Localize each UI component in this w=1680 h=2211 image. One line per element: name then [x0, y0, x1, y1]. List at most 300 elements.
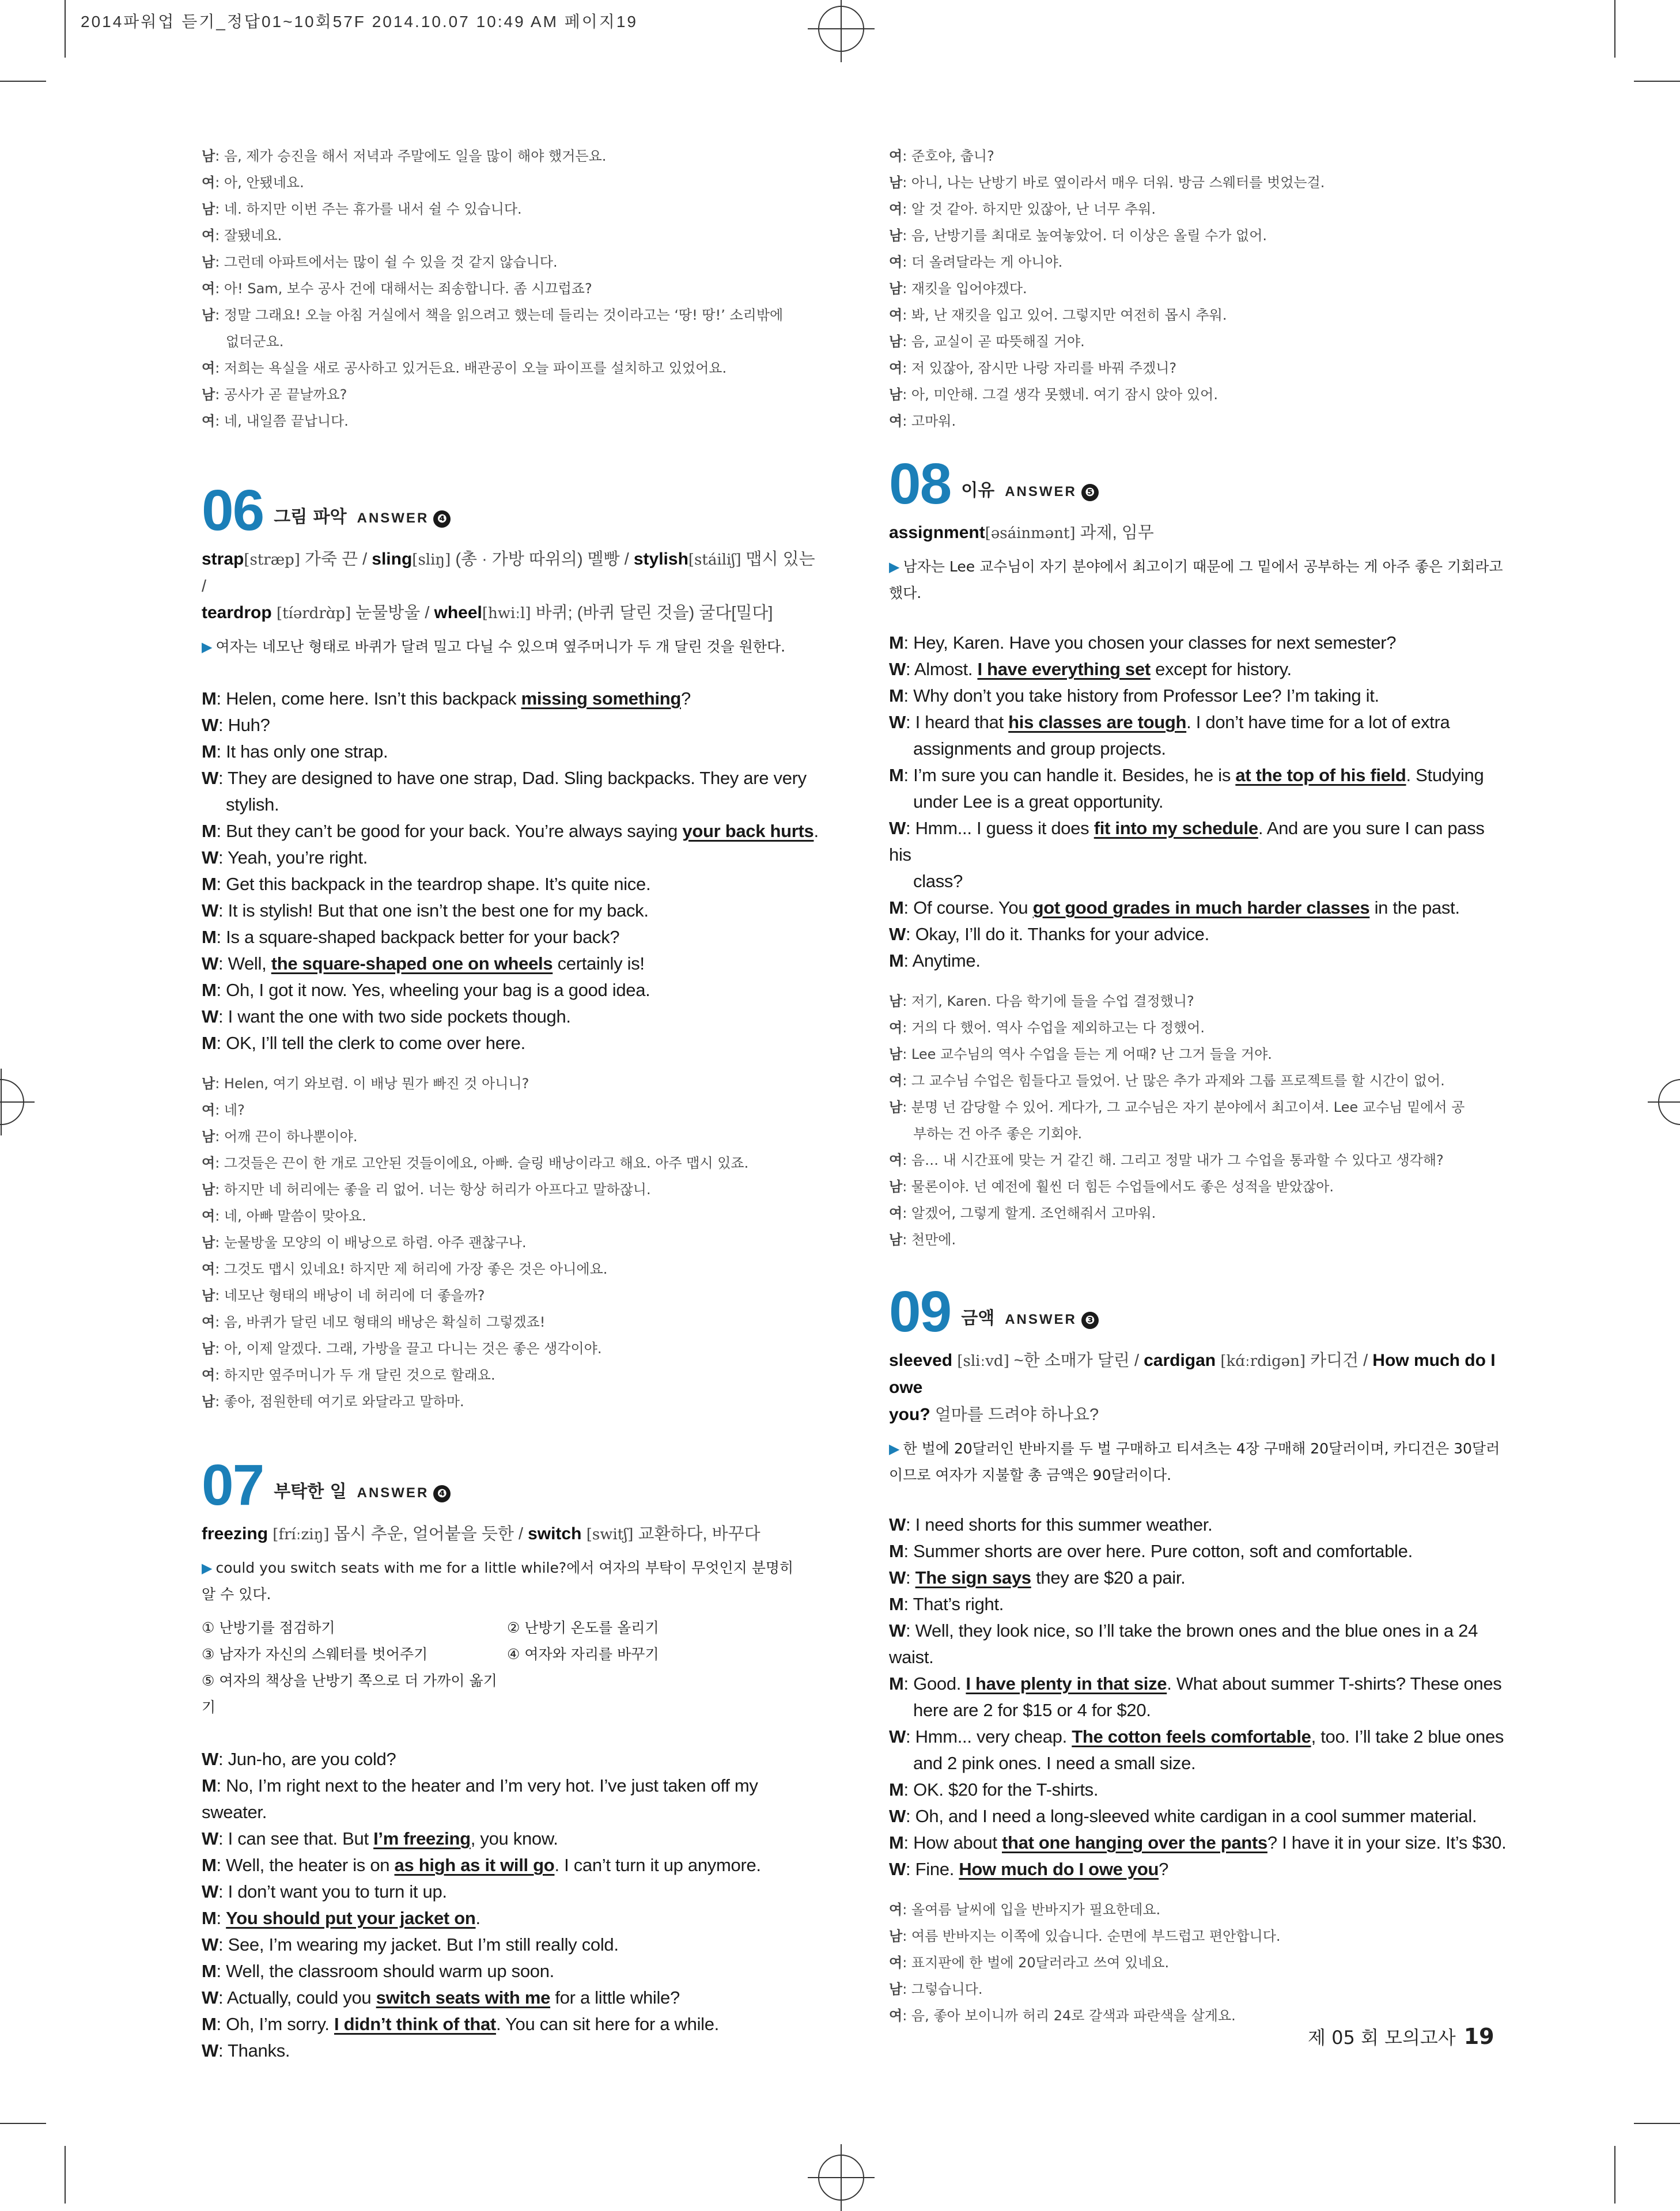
crop-mark [1614, 2146, 1615, 2204]
speaker-label: W [889, 1621, 906, 1641]
speaker-label: W [202, 1828, 218, 1849]
translation-line [889, 1041, 1511, 1067]
dialogue-line [889, 1803, 1511, 1830]
vocab-word: you? [889, 1405, 930, 1424]
dialogue-line [202, 1826, 824, 1852]
speaker-label: 남 [202, 201, 215, 217]
answer-label: ANSWER [357, 510, 429, 526]
dialogue-line [202, 765, 824, 792]
line-text: : Summer shorts are over here. Pure cotton, soft and comfortable. [903, 1541, 1413, 1561]
translation-line [889, 1200, 1511, 1226]
speaker-label: W [889, 924, 906, 944]
speaker-label: 남 [889, 334, 903, 350]
answer-label: ANSWER [1005, 484, 1077, 499]
line-continuation: 없더군요. [226, 334, 284, 350]
triangle-bullet-icon: ▶ [202, 639, 213, 655]
answer-mark: ❹ [433, 1485, 451, 1502]
choice: ③ 남자가 자신의 스웨터를 벗어주기 [202, 1646, 428, 1663]
translation-line [889, 381, 1511, 408]
line-text: : 네모난 형태의 배낭이 네 허리에 더 좋을까? [215, 1288, 485, 1304]
speaker-label: W [889, 1727, 906, 1747]
line-text: : Fine. [905, 1859, 959, 1879]
dialogue-line [889, 1830, 1511, 1856]
translation-line [202, 1123, 824, 1150]
line-text: : OK. $20 for the T-shirts. [903, 1780, 1099, 1800]
speaker-label: 남 [889, 1099, 903, 1115]
line-text: : 재킷을 입어야겠다. [902, 281, 1027, 297]
key-phrase: How much do I owe you [959, 1859, 1159, 1879]
dialogue-block [889, 1512, 1511, 1883]
dialogue-line [202, 924, 824, 951]
speaker-label: M [889, 1780, 904, 1800]
speaker-label: 남 [889, 228, 903, 244]
line-text: : 하지만 네 허리에는 좋을 리 없어. 너는 항상 허리가 아프다고 말하잖니. [215, 1182, 651, 1198]
line-text: : I don’t want you to turn it up. [218, 1881, 447, 1902]
answer-label: ANSWER [1005, 1312, 1077, 1327]
line-text: : Helen, 여기 와보렴. 이 배낭 뭔가 빠진 것 아니니? [215, 1076, 529, 1092]
translation-line [202, 1335, 824, 1362]
translation-line [202, 1256, 824, 1282]
dialogue-line [889, 1512, 1511, 1538]
line-text: : 분명 넌 감당할 수 있어. 게다가, 그 교수님은 자기 분야에서 최고이셔. Lee 교수님 밑에서 공 [902, 1099, 1465, 1115]
line-text: certainly is! [553, 953, 645, 974]
line-text: ? I have it in your size. It’s $30. [1267, 1833, 1507, 1853]
triangle-bullet-icon: ▶ [202, 1560, 213, 1576]
vocab-meaning: 카디건 / [1306, 1351, 1373, 1370]
vocab-word: sleeved [889, 1351, 953, 1370]
vocab-word: sling [372, 550, 413, 569]
line-text: : Hmm... very cheap. [905, 1727, 1072, 1747]
speaker-label: 남 [202, 148, 215, 164]
line-text: : Hmm... I guess it does [905, 818, 1094, 838]
line-text: : I need shorts for this summer weather. [905, 1515, 1213, 1535]
line-text: : 정말 그래요! 오늘 아침 거실에서 책을 읽으려고 했는데 들리는 것이라고는 ‘땅! 땅!’ 소리밖에 [215, 307, 784, 323]
speaker-label: M [889, 951, 904, 971]
line-text: : 음, 좋아 보이니까 허리 24로 갈색과 파란색을 살게요. [902, 2008, 1236, 2024]
speaker-label: 여 [889, 307, 903, 323]
speaker-label: M [889, 765, 904, 785]
dialogue-line [202, 1030, 824, 1057]
speaker-label: 여 [202, 228, 215, 244]
speaker-label: W [889, 818, 906, 838]
vocab-word: assignment [889, 523, 985, 542]
line-continuation: stylish. [226, 794, 279, 815]
speaker-label: 남 [202, 1129, 215, 1145]
translation-line [889, 355, 1511, 381]
line-text: : 잘됐네요. [215, 228, 282, 244]
speaker-label: 남 [202, 387, 215, 403]
translation-line [202, 1203, 824, 1229]
line-text: : 저기, Karen. 다음 학기에 들을 수업 결정했니? [902, 993, 1194, 1009]
line-text: : Oh, I’m sorry. [216, 2014, 334, 2034]
explanation-note-cont: 알 수 있다. [202, 1586, 271, 1603]
line-text: : Is a square-shaped backpack better for your back? [216, 927, 620, 947]
speaker-label: 여 [889, 1902, 903, 1918]
crop-mark [65, 2146, 66, 2204]
line-text: : 그런데 아파트에서는 많이 쉴 수 있을 것 같지 않습니다. [215, 254, 558, 270]
speaker-label: M [202, 1855, 217, 1875]
vocab-meaning: 눈물방울 / [351, 604, 434, 622]
vocab-line [202, 600, 824, 627]
line-text: : 눈물방울 모양의 이 배낭으로 하렴. 아주 괜찮구나. [215, 1235, 527, 1251]
line-text: : 음… 내 시간표에 맞는 거 같긴 해. 그리고 정말 내가 그 수업을 통과할 수 있다고 생각해? [902, 1152, 1444, 1168]
line-text: , you know. [470, 1828, 558, 1849]
line-text: : 네, 내일쯤 끝납니다. [215, 413, 349, 429]
speaker-label: 여 [202, 360, 215, 376]
vocab-word: cardigan [1144, 1351, 1216, 1370]
dialogue-line [202, 712, 824, 739]
line-text: , too. I’ll take 2 blue ones [1311, 1727, 1504, 1747]
line-continuation: here are 2 for $15 or 4 for $20. [913, 1700, 1151, 1720]
dialogue-line [202, 1932, 824, 1958]
speaker-label: 여 [889, 254, 903, 270]
line-text: : Thanks. [218, 2040, 290, 2061]
dialogue-line [202, 1004, 824, 1030]
line-text: : 저희는 욕실을 새로 공사하고 있거든요. 배관공이 오늘 파이프를 설치하고 있었어요. [215, 360, 727, 376]
translation-line [889, 1976, 1511, 2002]
explanation-note-cont: 이므로 여자가 지불할 총 금액은 90달러이다. [889, 1467, 1172, 1483]
line-text: : 아! Sam, 보수 공사 건에 대해서는 죄송합니다. 좀 시끄럽죠? [215, 281, 592, 297]
translation-line [889, 1896, 1511, 1923]
translation-line [202, 169, 824, 196]
translation-line [889, 1949, 1511, 1976]
dialogue-line [202, 845, 824, 871]
line-text: : 알 것 같아. 하지만 있잖아, 난 너무 추워. [902, 201, 1156, 217]
translation-line [202, 1150, 824, 1176]
speaker-label: M [889, 898, 904, 918]
key-phrase: I have plenty in that size [966, 1674, 1167, 1694]
speaker-label: 남 [202, 1288, 215, 1304]
key-phrase: at the top of his field [1235, 765, 1406, 785]
vocab-meaning: 교환하다, 바꾸다 [633, 1525, 760, 1543]
speaker-label: M [202, 1033, 217, 1053]
line-text: : They are designed to have one strap, Dad. Sling backpacks. They are very [218, 768, 807, 788]
dialogue-line [889, 630, 1511, 656]
translation-line [889, 1226, 1511, 1253]
speaker-label: 여 [202, 1155, 215, 1171]
line-continuation: under Lee is a great opportunity. [913, 792, 1164, 812]
translation-line [202, 1388, 824, 1415]
vocab-word: How much do I owe [889, 1351, 1496, 1397]
translation-line [202, 1070, 824, 1097]
speaker-label: 여 [202, 1314, 215, 1330]
line-text: : [216, 1908, 226, 1928]
line-text: : No, I’m right next to the heater and I’m very hot. I’ve just taken off my sweater. [202, 1775, 758, 1822]
vocab-word: teardrop [202, 603, 272, 622]
translation-block [889, 988, 1511, 1253]
registration-mark [818, 6, 864, 52]
dialogue-line [889, 815, 1511, 868]
translation-line [202, 1176, 824, 1203]
translation-line [889, 222, 1511, 249]
speaker-label: 남 [202, 1076, 215, 1092]
line-text: : 아, 안됐네요. [215, 175, 304, 191]
line-text: . I don’t have time for a lot of extra [1186, 712, 1450, 732]
key-phrase: his classes are tough [1008, 712, 1187, 732]
line-text: : Hey, Karen. Have you chosen your classes for next semester? [903, 633, 1397, 653]
speaker-label: W [202, 715, 218, 735]
speaker-label: W [202, 768, 218, 788]
line-text: : 아, 미안해. 그걸 생각 못했네. 여기 잠시 앉아 있어. [902, 387, 1218, 403]
vocab-meaning: ~한 소매가 달린 / [1009, 1351, 1144, 1370]
speaker-label: M [202, 980, 217, 1000]
line-text: : 하지만 옆주머니가 두 개 달린 것으로 할래요. [215, 1367, 495, 1383]
line-text: : 저 있잖아, 잠시만 나랑 자리를 바꿔 주겠니? [902, 360, 1177, 376]
line-text: . I can’t turn it up anymore. [554, 1855, 761, 1875]
section-number: 08 [889, 452, 951, 516]
key-phrase: The cotton feels comfortable [1072, 1727, 1311, 1747]
speaker-label: 여 [889, 1020, 903, 1036]
answer-mark: ❹ [433, 510, 451, 528]
dialogue-line [889, 1671, 1511, 1697]
pronunciation: [hwiːl] [482, 605, 531, 622]
line-text: : But they can’t be good for your back. You’re always saying [216, 821, 683, 841]
page-footer [1308, 2023, 1494, 2050]
line-text: : Jun-ho, are you cold? [218, 1749, 396, 1769]
speaker-label: 여 [889, 201, 903, 217]
speaker-label: 여 [889, 1205, 903, 1221]
dialogue-line [202, 1852, 824, 1879]
line-text: : It is stylish! But that one isn’t the best one for my back. [218, 900, 649, 921]
translation-block [889, 1896, 1511, 2029]
pronunciation: [tíərdrɑ̀p] [271, 605, 351, 622]
vocab-word: stylish [633, 550, 688, 569]
vocab-line [889, 1347, 1511, 1402]
pronunciation: [sliːvd] [952, 1353, 1009, 1370]
answer-choices [202, 1615, 824, 1721]
translation-line [202, 1229, 824, 1256]
speaker-label: W [202, 2040, 218, 2061]
dialogue-line [889, 1618, 1511, 1671]
line-continuation: assignments and group projects. [913, 739, 1166, 759]
line-text: : I can see that. But [218, 1828, 374, 1849]
speaker-label: 여 [889, 413, 903, 429]
line-text: : OK, I’ll tell the clerk to come over here. [216, 1033, 525, 1053]
dialogue-line [889, 1565, 1511, 1591]
pronunciation: [fríːziŋ] [268, 1526, 330, 1543]
speaker-label: 여 [889, 1955, 903, 1971]
translation-line [202, 275, 824, 302]
speaker-label: W [202, 1987, 218, 2008]
answer-mark: ❺ [1081, 484, 1099, 501]
line-text: . Studying [1406, 765, 1484, 785]
speaker-label: 남 [202, 1341, 215, 1357]
line-text: : 여름 반바지는 이쪽에 있습니다. 순면에 부드럽고 편안합니다. [902, 1928, 1281, 1944]
translation-line [202, 1309, 824, 1335]
left-column [202, 143, 824, 2064]
dialogue-block [202, 1746, 824, 2064]
line-text: ? [680, 688, 691, 709]
line-text: : 알겠어, 그렇게 할게. 조언해줘서 고마워. [902, 1205, 1156, 1221]
dialogue-block [889, 630, 1511, 974]
translation-line [889, 1014, 1511, 1041]
key-phrase: missing something [521, 688, 681, 709]
speaker-label: W [202, 1881, 218, 1902]
crop-mark [0, 81, 46, 82]
speaker-label: M [889, 686, 904, 706]
speaker-label: M [202, 1775, 217, 1796]
translation-line [202, 249, 824, 275]
crop-mark [65, 0, 66, 58]
translation-line [889, 302, 1511, 328]
pronunciation: [strӕp] [244, 551, 300, 569]
key-phrase: I’m freezing [373, 1828, 471, 1849]
dialogue-line [889, 1777, 1511, 1803]
triangle-bullet-icon: ▶ [889, 1441, 900, 1457]
line-text: : Okay, I’ll do it. Thanks for your advice. [905, 924, 1209, 944]
dialogue-line [202, 898, 824, 924]
translation-line [889, 328, 1511, 355]
speaker-label: M [202, 2014, 217, 2034]
triangle-bullet-icon: ▶ [889, 559, 900, 575]
dialogue-line [889, 948, 1511, 974]
key-phrase: I didn’t think of that [334, 2014, 496, 2034]
section-header-09 [889, 1276, 1511, 1344]
registration-mark [1658, 1079, 1680, 1125]
choice: ② 난방기 온도를 올리기 [507, 1619, 659, 1636]
line-text: : Why don’t you take history from Professor Lee? I’m taking it. [903, 686, 1379, 706]
line-text: : How about [903, 1833, 1002, 1853]
speaker-label: M [202, 688, 217, 709]
key-phrase: the square-shaped one on wheels [271, 953, 553, 974]
translation-line [202, 1097, 824, 1123]
speaker-label: 여 [889, 2008, 903, 2024]
dialogue-line [202, 1773, 824, 1826]
speaker-label: W [889, 659, 906, 679]
speaker-label: 남 [202, 1394, 215, 1410]
line-text: : 음, 난방기를 최대로 높여놓았어. 더 이상은 올릴 수가 없어. [902, 228, 1267, 244]
section-header-06 [202, 475, 824, 543]
crop-mark [0, 2123, 46, 2124]
print-slug: 2014파워업 듣기_정답01~10회57F 2014.10.07 10:49 AM 페이지19 [81, 13, 638, 31]
dialogue-line [889, 921, 1511, 948]
speaker-label: W [889, 1806, 906, 1826]
speaker-label: 여 [202, 1208, 215, 1224]
speaker-label: 여 [889, 360, 903, 376]
speaker-label: 남 [889, 1179, 903, 1195]
key-phrase: that one hanging over the pants [1001, 1833, 1267, 1853]
speaker-label: M [889, 1833, 904, 1853]
key-phrase: You should put your jacket on [226, 1908, 476, 1928]
line-text: : 봐, 난 재킷을 입고 있어. 그렇지만 여전히 몹시 추워. [902, 307, 1227, 323]
line-text: : Good. [903, 1674, 966, 1694]
line-text: they are $20 a pair. [1031, 1568, 1186, 1588]
line-text: except for history. [1150, 659, 1292, 679]
dialogue-line [889, 683, 1511, 709]
line-text: : 네, 아빠 말씀이 맞아요. [215, 1208, 366, 1224]
line-text: : 네. 하지만 이번 주는 휴가를 내서 쉴 수 있습니다. [215, 201, 522, 217]
dialogue-line [202, 951, 824, 977]
section-number: 06 [202, 478, 264, 543]
dialogue-line [889, 895, 1511, 921]
vocab-meaning: 가죽 끈 / [300, 550, 372, 569]
speaker-label: M [889, 1541, 904, 1561]
speaker-label: W [202, 1749, 218, 1769]
key-phrase: got good grades in much harder classes [1032, 898, 1370, 918]
line-text: . [475, 1908, 480, 1928]
vocab-meaning: 몹시 추운, 얼어붙을 듯한 / [329, 1525, 528, 1543]
line-text: : 좋아, 점원한테 여기로 와달라고 말하마. [215, 1394, 464, 1410]
line-text: : Yeah, you’re right. [218, 847, 368, 868]
speaker-label: M [202, 1961, 217, 1981]
line-text: : Well, the heater is on [216, 1855, 395, 1875]
translation-line [889, 196, 1511, 222]
speaker-label: M [889, 1674, 904, 1694]
vocab-meaning: 맵시 있는 / [202, 550, 815, 596]
section-number: 07 [202, 1453, 264, 1517]
dialogue-line [889, 1538, 1511, 1565]
speaker-label: 남 [889, 1981, 903, 1997]
line-text: : I want the one with two side pockets though. [218, 1006, 571, 1027]
vocab-word: strap [202, 550, 244, 569]
key-phrase: as high as it will go [394, 1855, 555, 1875]
vocab-meaning: 얼마를 드려야 하나요? [930, 1406, 1099, 1424]
line-text: . What about summer T-shirts? These ones [1167, 1674, 1502, 1694]
speaker-label: W [202, 1006, 218, 1027]
choice: ① 난방기를 점검하기 [202, 1619, 335, 1636]
key-phrase: switch seats with me [376, 1987, 551, 2008]
line-text: for a little while? [550, 1987, 680, 2008]
speaker-label: 여 [202, 1102, 215, 1118]
explanation-note: ▶ 남자는 Lee 교수님이 자기 분야에서 최고이기 때문에 그 밑에서 공부하는 게 아주 좋은 기회라고 [889, 558, 1503, 575]
speaker-label: 남 [889, 281, 903, 297]
vocab-word: switch [528, 1524, 582, 1543]
right-column [889, 143, 1511, 2029]
speaker-label: W [202, 847, 218, 868]
vocab-meaning: 과제, 임무 [1075, 524, 1154, 542]
line-text: : 더 올려달라는 게 아니야. [902, 254, 1063, 270]
line-text: : Huh? [218, 715, 270, 735]
line-text: : Well, [218, 953, 271, 974]
line-text: : Helen, come here. Isn’t this backpack [216, 688, 521, 709]
speaker-label: W [202, 953, 218, 974]
speaker-label: 여 [889, 1152, 903, 1168]
line-text: : 그것도 맵시 있네요! 하지만 제 허리에 가장 좋은 것은 아니에요. [215, 1261, 608, 1277]
translation-line [889, 249, 1511, 275]
vocab-line [889, 1402, 1511, 1429]
speaker-label: 남 [889, 1232, 903, 1248]
line-text: : Well, the classroom should warm up soon. [216, 1961, 554, 1981]
speaker-label: 여 [889, 1073, 903, 1089]
line-text: : 음, 교실이 곧 따뜻해질 거야. [902, 334, 1085, 350]
translation-line [889, 1094, 1511, 1120]
line-text: : I heard that [905, 712, 1009, 732]
speaker-label: 남 [202, 1235, 215, 1251]
vocab-word: wheel [434, 603, 482, 622]
explanation-note: ▶ 여자는 네모난 형태로 바퀴가 달려 밀고 다닐 수 있으며 옆주머니가 두 개 달린 것을 원한다. [202, 638, 786, 655]
line-text: : 음, 바퀴가 달린 네모 형태의 배낭은 확실히 그렇겠죠! [215, 1314, 546, 1330]
translation-line [202, 143, 824, 169]
line-text: : I’m sure you can handle it. Besides, he is [903, 765, 1236, 785]
speaker-label: 여 [202, 281, 215, 297]
dialogue-line [202, 871, 824, 898]
line-text: : Lee 교수님의 역사 수업을 듣는 게 어때? 난 그거 들을 거야. [902, 1046, 1272, 1062]
line-text: : 준호야, 춥니? [902, 148, 994, 164]
speaker-label: 여 [202, 1367, 215, 1383]
explanation-note-cont: 했다. [889, 585, 922, 601]
dialogue-line [202, 1905, 824, 1932]
key-phrase: I have everything set [977, 659, 1151, 679]
dialogue-line [889, 1591, 1511, 1618]
line-text: : Almost. [905, 659, 978, 679]
dialogue-line [202, 1746, 824, 1773]
line-text: : 거의 다 했어. 역사 수업을 제외하고는 다 정했어. [902, 1020, 1205, 1036]
line-text: : 아니, 나는 난방기 바로 옆이라서 매우 더워. 방금 스웨터를 벗었는걸. [902, 175, 1325, 191]
line-text: : Oh, and I need a long-sleeved white cardigan in a cool summer material. [905, 1806, 1477, 1826]
page-number: 19 [1463, 2024, 1494, 2049]
line-continuation: and 2 pink ones. I need a small size. [913, 1753, 1196, 1773]
translation-line [889, 275, 1511, 302]
